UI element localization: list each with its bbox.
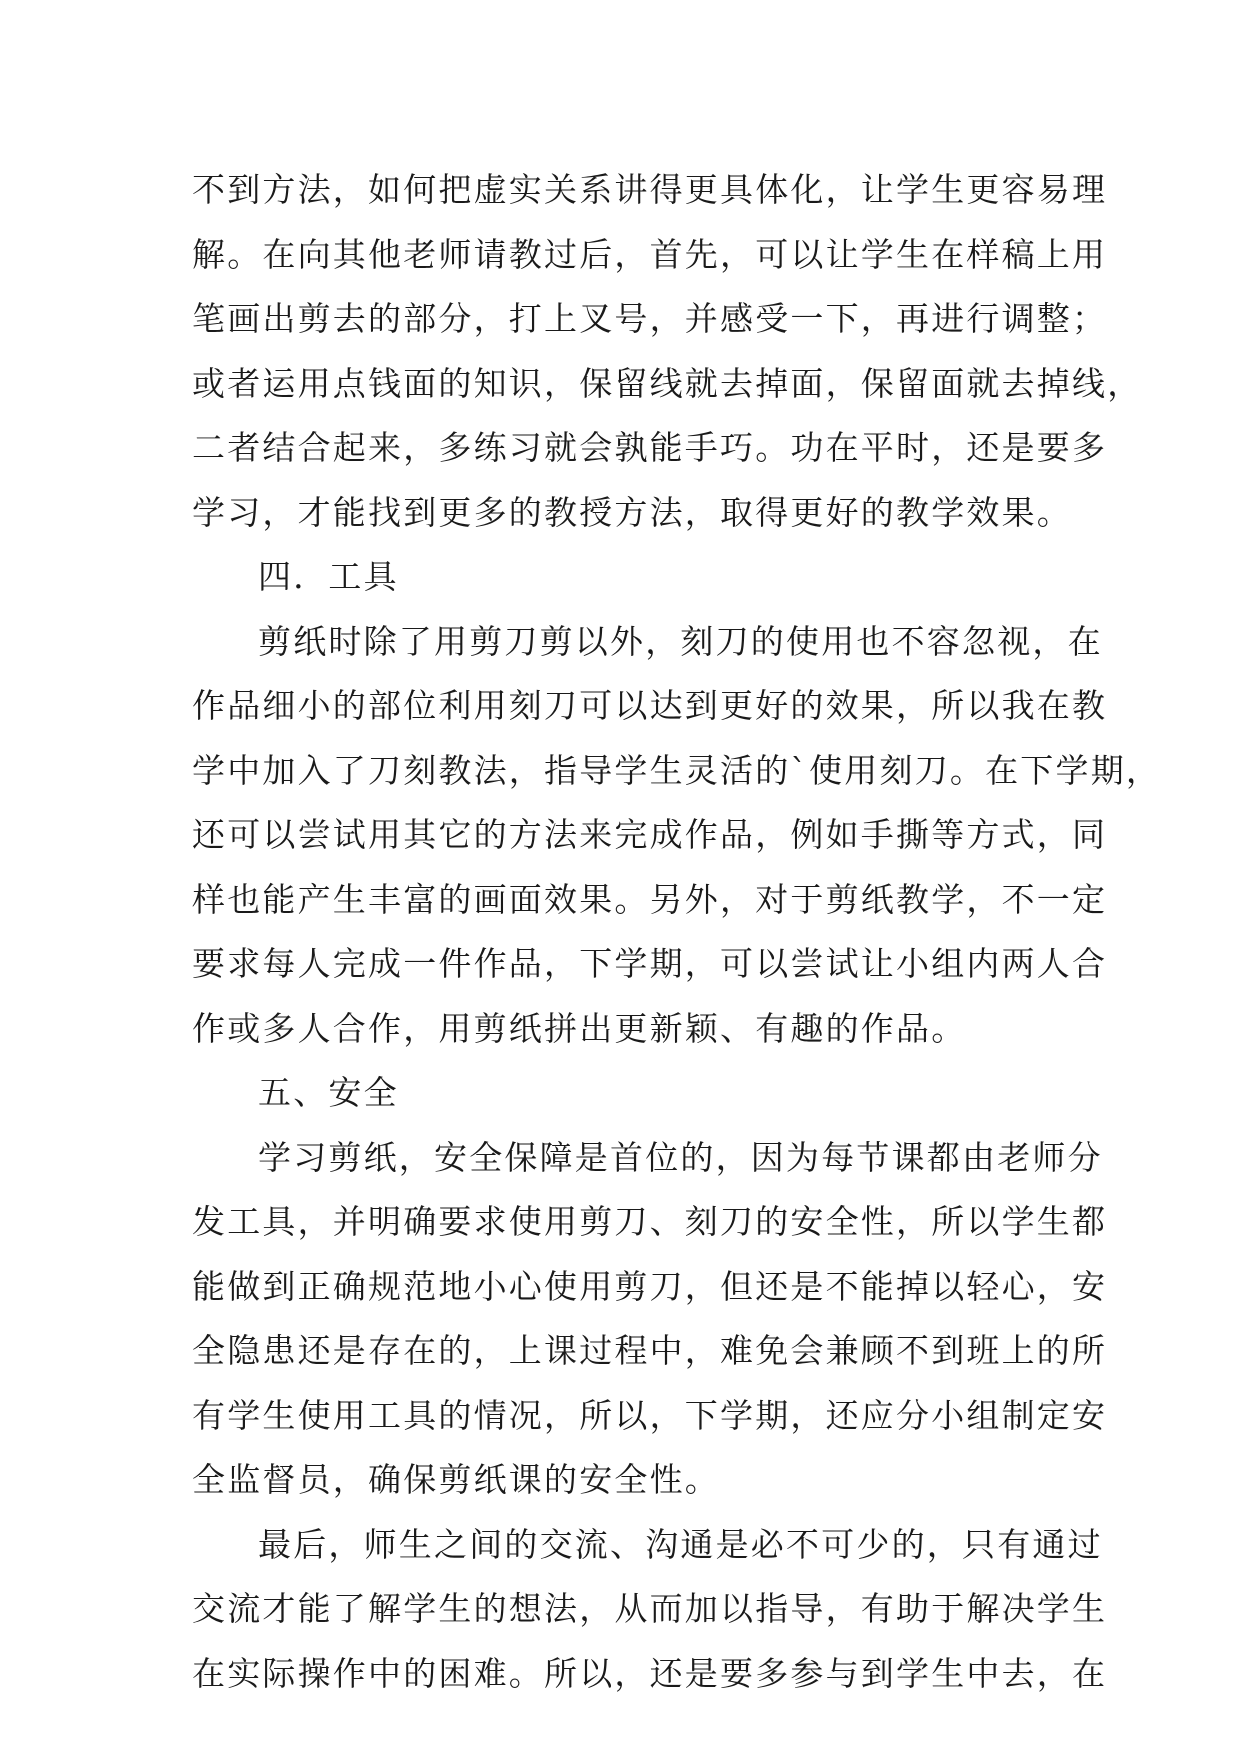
text-line: 二者结合起来，多练习就会孰能手巧。功在平时，还是要多 [192,428,1108,467]
text-line: 作或多人合作，用剪纸拼出更新颖、有趣的作品。 [192,1008,967,1048]
document-body [192,158,1162,1706]
text-line: 学习，才能找到更多的教授方法，取得更好的教学效果。 [192,492,1072,532]
text-line: 五、安全 [258,1073,399,1112]
text-line: 要求每人完成一件作品，下学期，可以尝试让小组内两人合 [192,944,1108,983]
text-line: 或者运用点钱面的知识，保留线就去掉面，保留面就去掉线， [192,363,1143,403]
text-line: 最后，师生之间的交流、沟通是必不可少的，只有通过 [258,1524,1103,1564]
text-line: 作品细小的部位利用刻刀可以达到更好的效果，所以我在教 [192,686,1108,725]
text-line: 交流才能了解学生的想法，从而加以指导，有助于解决学生 [192,1589,1108,1628]
text-line: 样也能产生丰富的画面效果。另外，对于剪纸教学，不一定 [192,879,1108,919]
text-line: 还可以尝试用其它的方法来完成作品，例如手撕等方式，同 [192,815,1108,854]
text-line: 剪纸时除了用剪刀剪以外，刻刀的使用也不容忽视，在 [258,621,1103,661]
text-line: 四．工具 [258,557,399,596]
text-line: 解。在向其他老师请教过后，首先，可以让学生在样稿上用 [192,234,1108,274]
text-line: 学习剪纸，安全保障是首位的，因为每节课都由老师分 [258,1137,1103,1177]
text-line: 在实际操作中的困难。所以，还是要多参与到学生中去，在 [192,1653,1108,1693]
text-line: 不到方法，如何把虚实关系讲得更具体化，让学生更容易理 [192,170,1108,209]
text-line: 有学生使用工具的情况，所以，下学期，还应分小组制定安 [192,1395,1108,1435]
text-line: 学中加入了刀刻教法，指导学生灵活的`使用刻刀。在下学期， [192,750,1162,790]
text-line: 能做到正确规范地小心使用剪刀，但还是不能掉以轻心，安 [192,1266,1108,1306]
text-line: 笔画出剪去的部分，打上叉号，并感受一下，再进行调整； [192,299,1108,338]
text-line: 全监督员，确保剪纸课的安全性。 [192,1460,720,1499]
text-line: 发工具，并明确要求使用剪刀、刻刀的安全性，所以学生都 [192,1202,1108,1241]
text-line: 全隐患还是存在的，上课过程中，难免会兼顾不到班上的所 [192,1331,1108,1370]
